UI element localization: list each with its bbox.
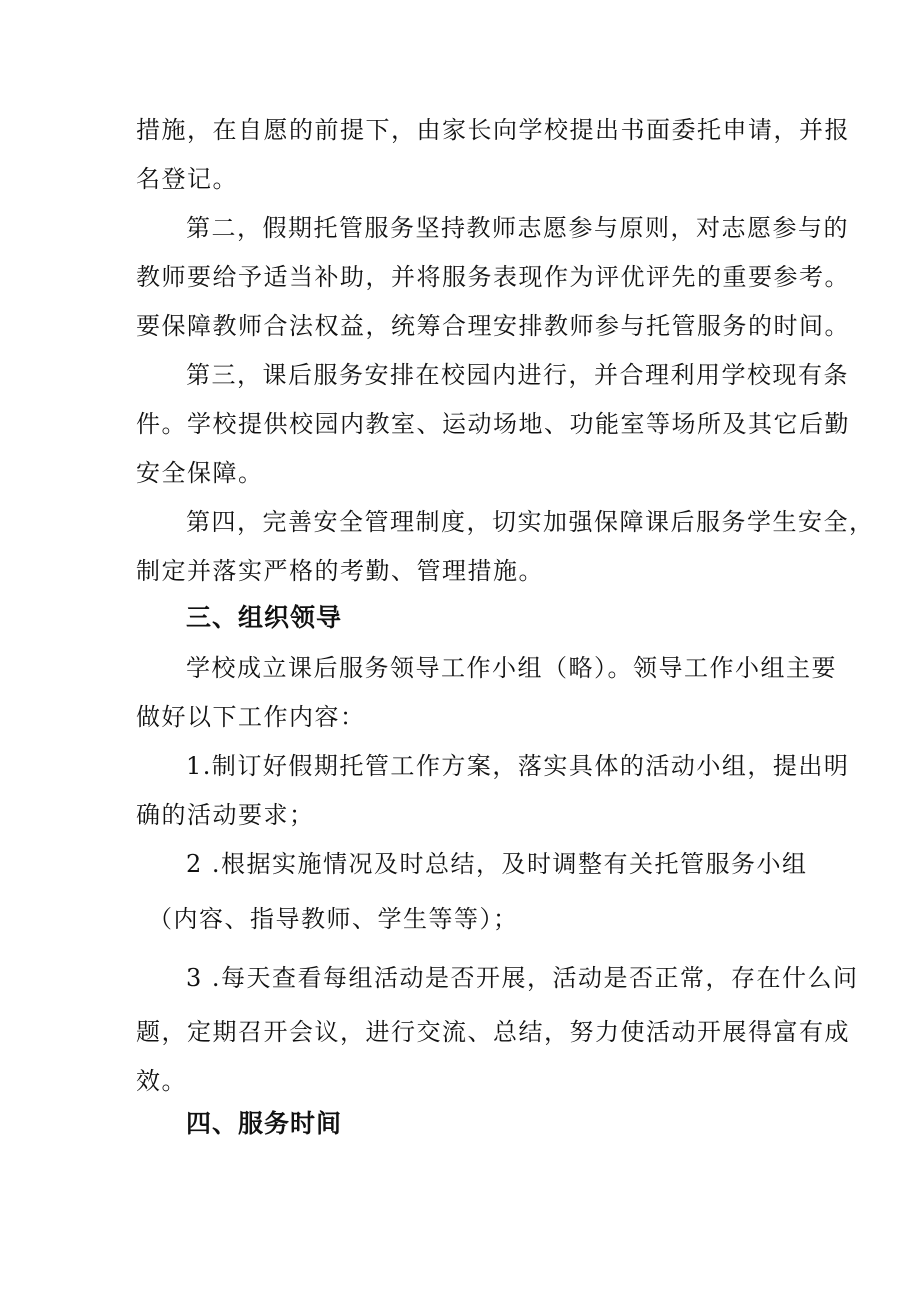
paragraph-line: 第四，完善安全管理制度，切实加强保障课后服务学生安全， <box>186 508 875 536</box>
paragraph-line: （内容、指导教师、学生等等）； <box>148 905 519 933</box>
paragraph-line: 题，定期召开会议，进行交流、总结，努力使活动开展得富有成 <box>136 1018 850 1046</box>
paragraph-line: 安全保障。 <box>136 459 264 487</box>
paragraph-line: 学校成立课后服务领导工作小组（略）。领导工作小组主要 <box>186 654 837 682</box>
paragraph-line: 1.制订好假期托管工作方案，落实具体的活动小组，提出明 <box>186 752 850 780</box>
paragraph-line: 第二，假期托管服务坚持教师志愿参与原则，对志愿参与的 <box>186 214 849 242</box>
paragraph-line: 3 .每天查看每组活动是否开展，活动是否正常，存在什么问 <box>186 964 859 992</box>
paragraph-line: 做好以下工作内容： <box>136 703 366 731</box>
paragraph-line: 教师要给予适当补助，并将服务表现作为评优评先的重要参考。 <box>136 263 850 291</box>
paragraph-line: 2 .根据实施情况及时总结，及时调整有关托管服务小组 <box>186 850 808 878</box>
paragraph-line: 第三，课后服务安排在校园内进行，并合理利用学校现有条 <box>186 361 849 389</box>
paragraph-line: 措施，在自愿的前提下，由家长向学校提出书面委托申请，并报 <box>136 116 850 144</box>
paragraph-line: 件。学校提供校园内教室、运动场地、功能室等场所及其它后勤 <box>136 410 850 438</box>
paragraph-line: 效。 <box>136 1067 187 1095</box>
paragraph-line: 确的活动要求； <box>136 801 315 829</box>
section-heading: 四、服务时间 <box>186 1109 343 1138</box>
paragraph-line: 名登记。 <box>136 165 238 193</box>
paragraph-line: 制定并落实严格的考勤、管理措施。 <box>136 557 544 585</box>
section-heading: 三、组织领导 <box>186 603 343 632</box>
paragraph-line: 要保障教师合法权益，统筹合理安排教师参与托管服务的时间。 <box>136 312 850 340</box>
